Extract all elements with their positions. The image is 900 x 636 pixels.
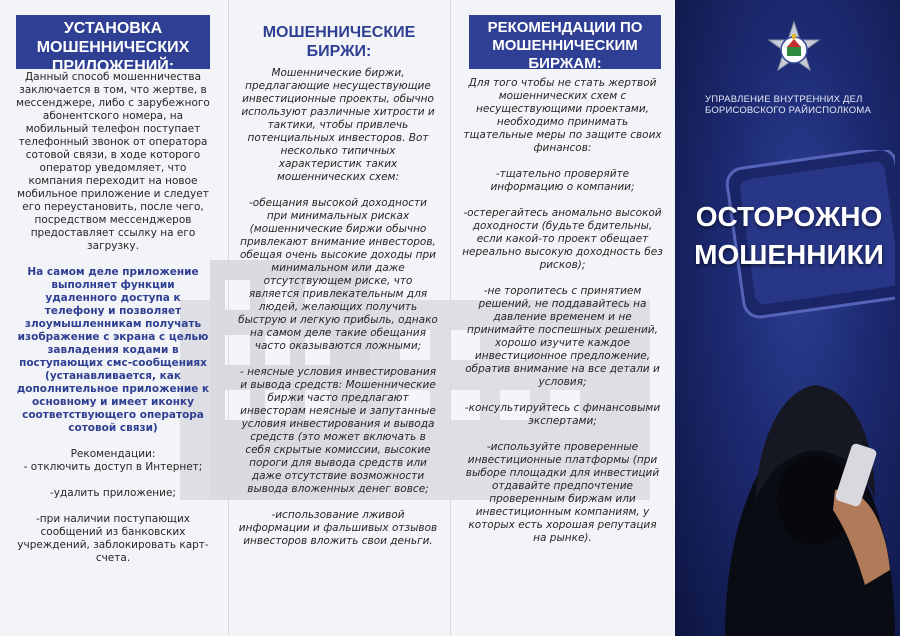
hooded-man-illustration	[715, 350, 900, 636]
title-line-2: МОШЕННИКИ	[694, 239, 884, 270]
panel-3-item: -остерегайтесь аномально высокой доходности (будьте бдительны, если какой-то проект обещает нереально высокую доходность без рисков);	[462, 207, 663, 271]
panel-1-rec-item: -удалить приложение;	[50, 487, 176, 499]
panel-fraud-exchanges	[228, 0, 450, 636]
panel-2-item: -использование лживой информации и фальшивых отзывов инвесторов вложить свои деньги.	[238, 509, 438, 547]
title-line-1: ОСТОРОЖНО	[695, 201, 883, 232]
panel-1-rec-item: -при наличии поступающих сообщений из банковских учреждений, заблокировать карт-счета.	[17, 513, 209, 564]
department-name: УПРАВЛЕНИЕ ВНУТРЕННИХ ДЕЛ БОРИСОВСКОГО РАЙИСПОЛКОМА	[705, 94, 872, 116]
panel-3-body	[462, 77, 663, 545]
panel-3-intro: Для того чтобы не стать жертвой мошеннических схем с несуществующими проектами, необходимо принимать тщательные меры по защите своих финансов:	[463, 77, 662, 154]
panel-3-item: -используйте проверенные инвестиционные платформы (при выборе площадки для инвестиций отдавайте предпочтение проверенным биржам или инвестиционным компаниям, у которых есть хорошая репутация на рынке).	[465, 441, 660, 544]
panel-1-rec-title: Рекомендации:	[70, 448, 156, 460]
panel-2-item: - неясные условия инвестирования и вывода средств: Мошеннические биржи часто предлагают инвесторам неясные и запутанные условия инвестирования и вывода средств (это может включать в себя скрытые комиссии, высокие пороги для вывода средств или даже отсутствие возможности вывода вложенных денег вовсе;	[239, 366, 437, 495]
cover-panel	[675, 0, 900, 636]
panel-3-item: -тщательно проверяйте информацию о компании;	[490, 168, 635, 193]
cover-title	[689, 198, 889, 274]
panel-2-item: -обещания высокой доходности при минимальных рисках (мошеннические биржи обычно привлекают внимание инвесторов, обещая очень высокие доходы при минимальном или даже отсутствующем риске, что является привлекательным для людей, желающих получить быструю и легкую прибыль, однако на самом деле такие обещания часто оказываются ложными;	[238, 197, 438, 352]
panel-3-header: РЕКОМЕНДАЦИИ ПО МОШЕННИЧЕСКИМ БИРЖАМ:	[469, 15, 661, 69]
panel-1-header: УСТАНОВКА МОШЕННИЧЕСКИХ ПРИЛОЖЕНИЙ:	[16, 15, 210, 69]
panel-1-body	[14, 71, 212, 565]
panel-2-intro: Мошеннические биржи, предлагающие несуществующие инвестиционные проекты, обычно используют различные хитрости и тактики, чтобы привлечь потенциальных инвесторов. Вот несколько типичных характеристик таких мошеннических схем:	[241, 67, 435, 183]
panel-malicious-apps	[0, 0, 228, 636]
panel-1-rec-item: - отключить доступ в Интернет;	[23, 461, 203, 473]
police-emblem-icon	[763, 20, 825, 82]
panel-2-header: МОШЕННИЧЕСКИЕ БИРЖИ:	[262, 24, 416, 60]
panel-3-item: -консультируйтесь с финансовыми экспертами;	[464, 402, 661, 427]
panel-1-intro: Данный способ мошенничества заключается в том, что жертве, в мессенджере, либо с зарубежного абонентского номера, на мобильный телефон поступает телефонный звонок от оператора сотовой связи, в ходе которого оператор уведомляет, что компания переходит на новое мобильное приложение и следует его переустановить, после чего, посредством мессенджеров предоставляет ссылку на его загрузку.	[16, 71, 210, 252]
panel-2-body	[238, 67, 438, 548]
panel-1-warning: На самом деле приложение выполняет функции удаленного доступа к телефону и позволяет злоумышленникам получать изображение с экрана с целью завладения кодами в поступающих смс-сообщениях (устанавливается, как дополнительное приложение к основному и имеет иконку соответствующего оператора сотовой связи)	[16, 266, 210, 434]
panel-3-item: -не торопитесь с принятием решений, не поддавайтесь на давление временем и не принимайте поспешных решений, хорошо изучите каждое инвестиционное предложение, обратив внимание на все детали и условия;	[465, 285, 660, 388]
panel-recommendations	[450, 0, 675, 636]
